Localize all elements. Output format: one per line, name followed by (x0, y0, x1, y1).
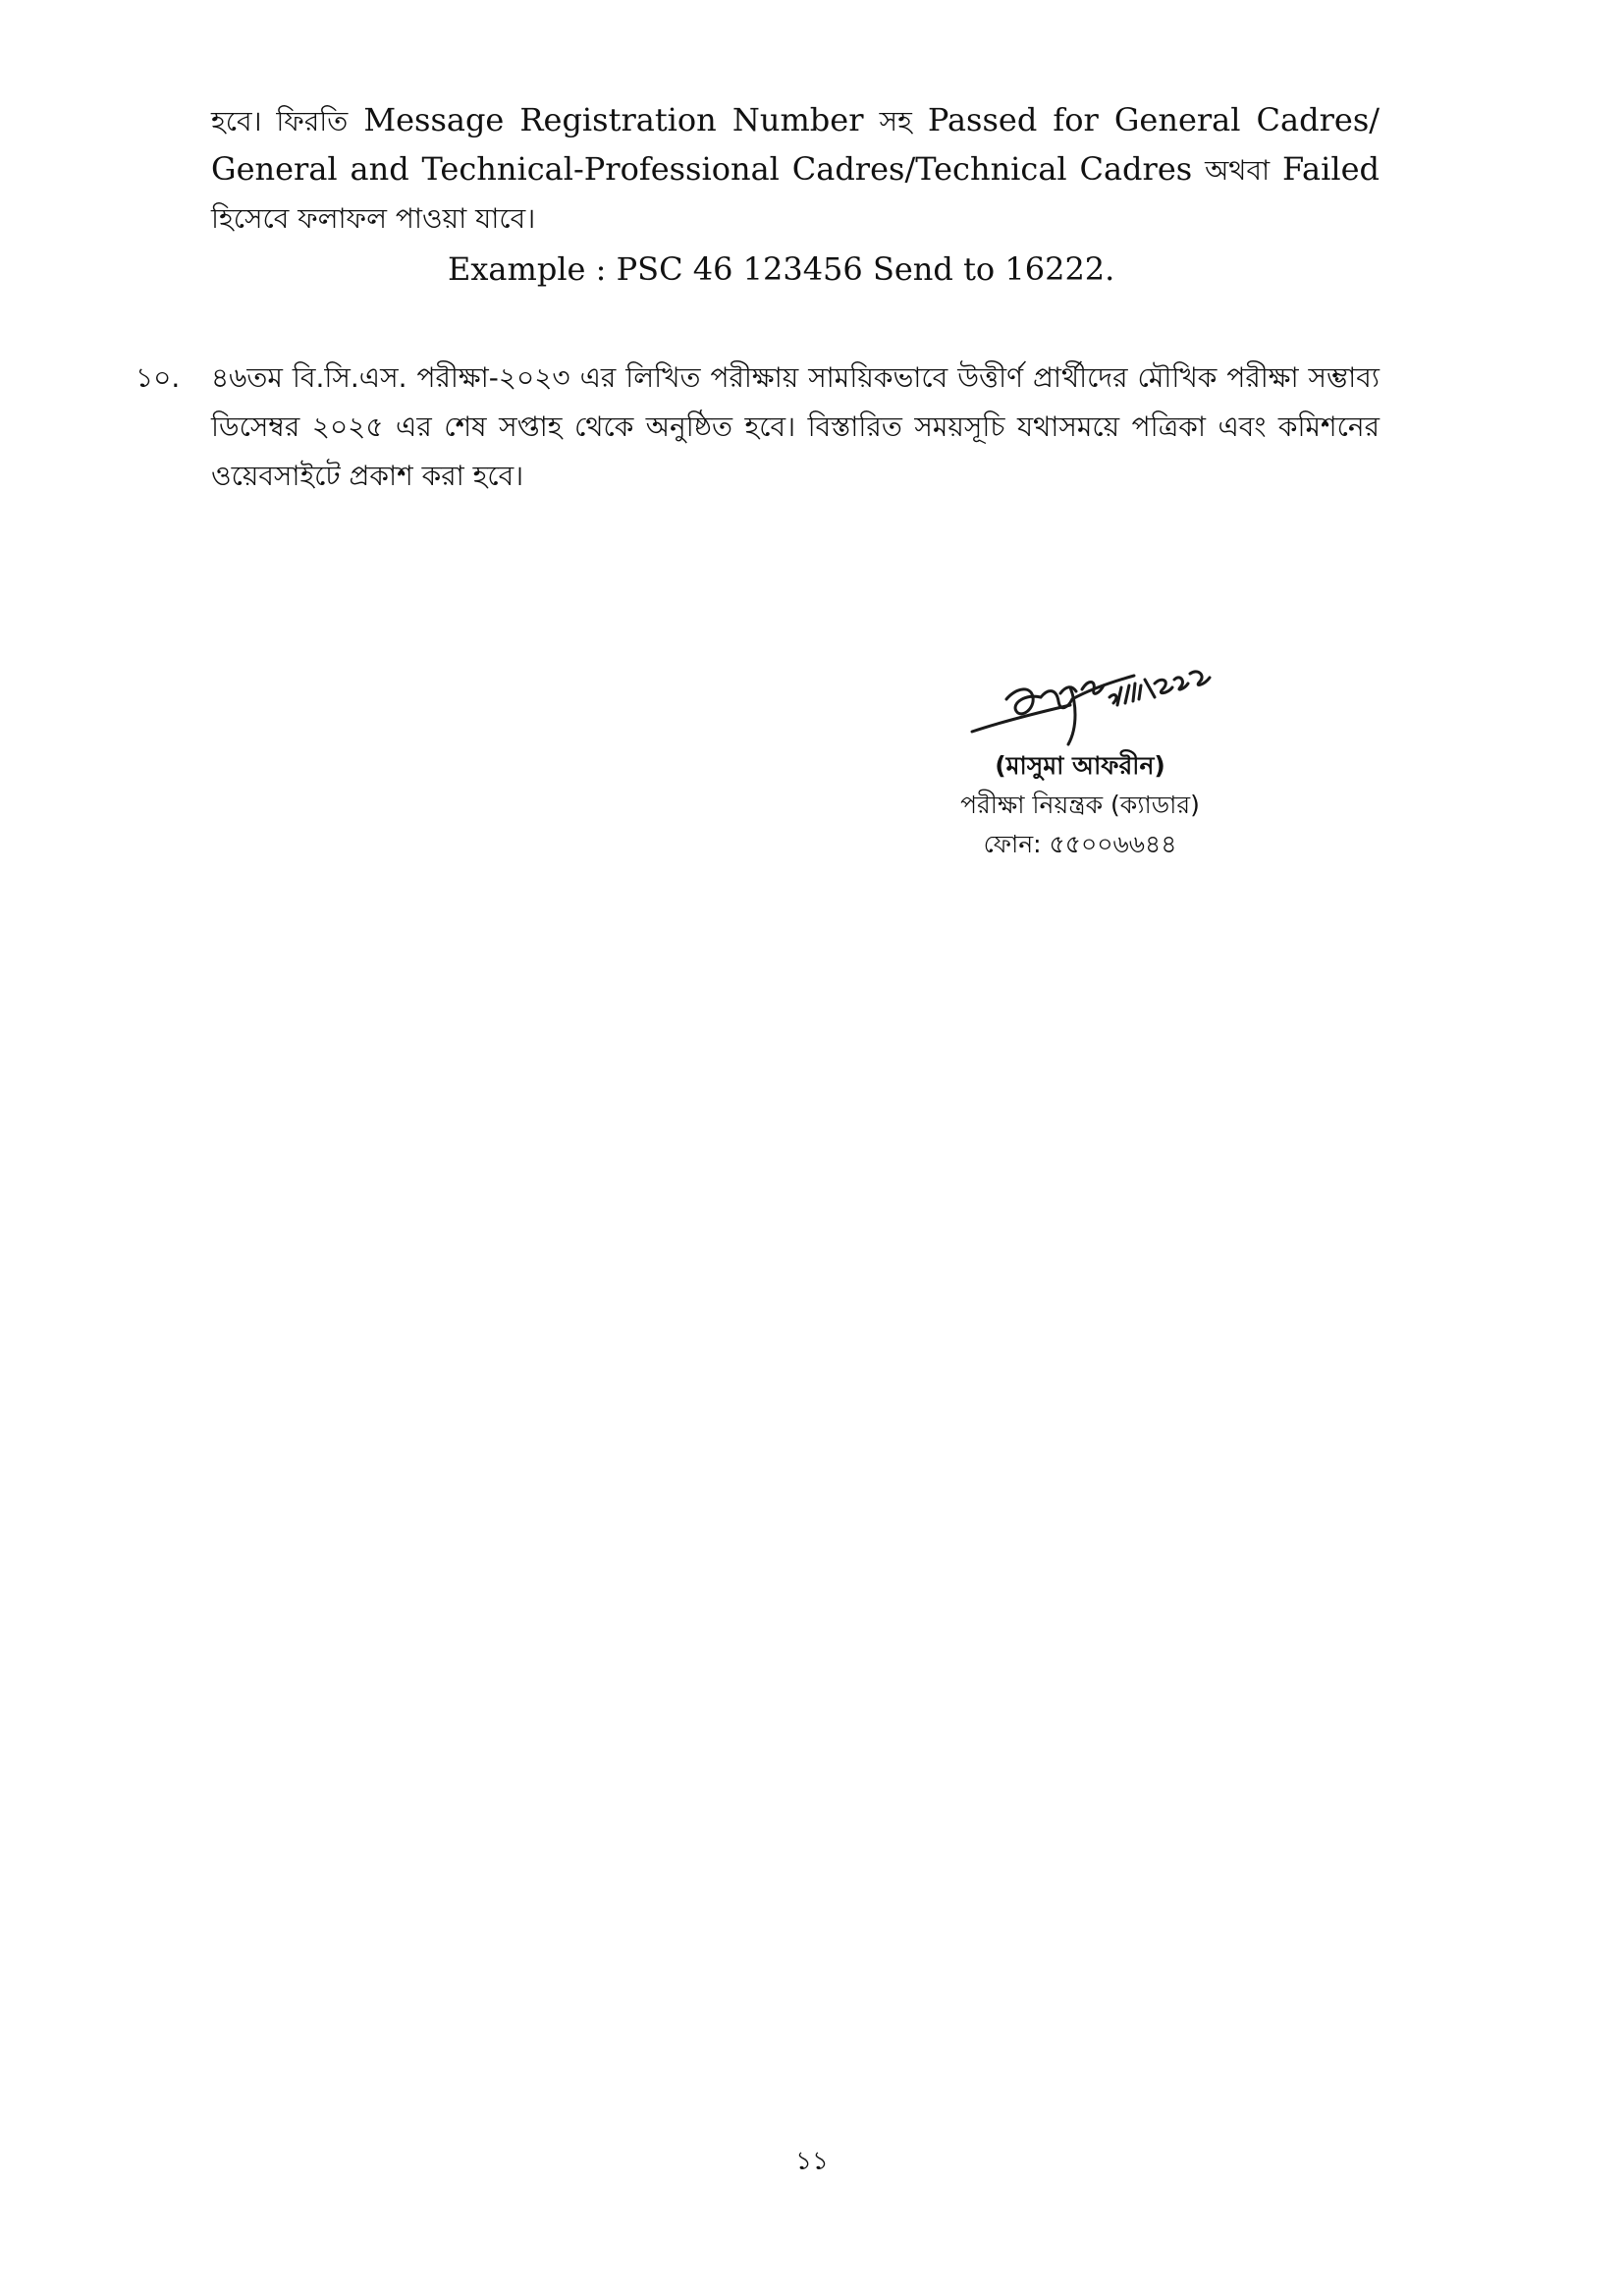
text-bn: সহ (879, 105, 912, 137)
text-bn: হবে। ফিরতি (211, 105, 349, 137)
signatory-block (903, 746, 1257, 864)
text-en: Passed for General Cadres/ (927, 101, 1380, 138)
text-en: Failed (1282, 150, 1380, 188)
signatory-name: (মাসুমা আফরীন) (995, 751, 1165, 780)
item-number: ১০. (135, 361, 181, 394)
continuation-line-2 (211, 145, 1380, 194)
sms-example: Example : PSC 46 123456 Send to 16222. (448, 250, 1115, 288)
signatory-designation: পরীক্ষা নিয়ন্ত্রক (ক্যাডার) (960, 791, 1200, 819)
signatory-phone: ফোন: ৫৫০০৬৬৪৪ (983, 830, 1177, 858)
item-text (211, 354, 1380, 501)
continuation-line-3: হিসেবে ফলাফল পাওয়া যাবে। (211, 202, 536, 235)
page-number: ১১ (795, 2147, 829, 2176)
text-bn: অথবা (1205, 154, 1271, 187)
item-line-1: ৪৬তম বি.সি.এস. পরীক্ষা-২০২৩ এর লিখিত পরীক্ষায় সাময়িকভাবে উত্তীর্ণ প্রার্থীদের মৌখিক পরীক্ষা সম্ভাব্য (211, 361, 1380, 394)
continuation-paragraph (211, 96, 1380, 243)
continuation-line-1 (211, 96, 1380, 145)
list-item-10 (135, 354, 1380, 501)
text-en: Message Registration Number (363, 101, 864, 138)
item-line-2: ডিসেম্বর ২০২৫ এর শেষ সপ্তাহ থেকে অনুষ্ঠিত হবে। বিস্তারিত সময়সূচি যথাসময়ে পত্রিকা এবং কমিশনের (211, 410, 1380, 443)
item-line-3: ওয়েবসাইটে প্রকাশ করা হবে। (211, 460, 524, 492)
handwritten-signature (962, 629, 1218, 756)
text-en: General and Technical-Professional Cadres/Technical Cadres (211, 150, 1193, 188)
